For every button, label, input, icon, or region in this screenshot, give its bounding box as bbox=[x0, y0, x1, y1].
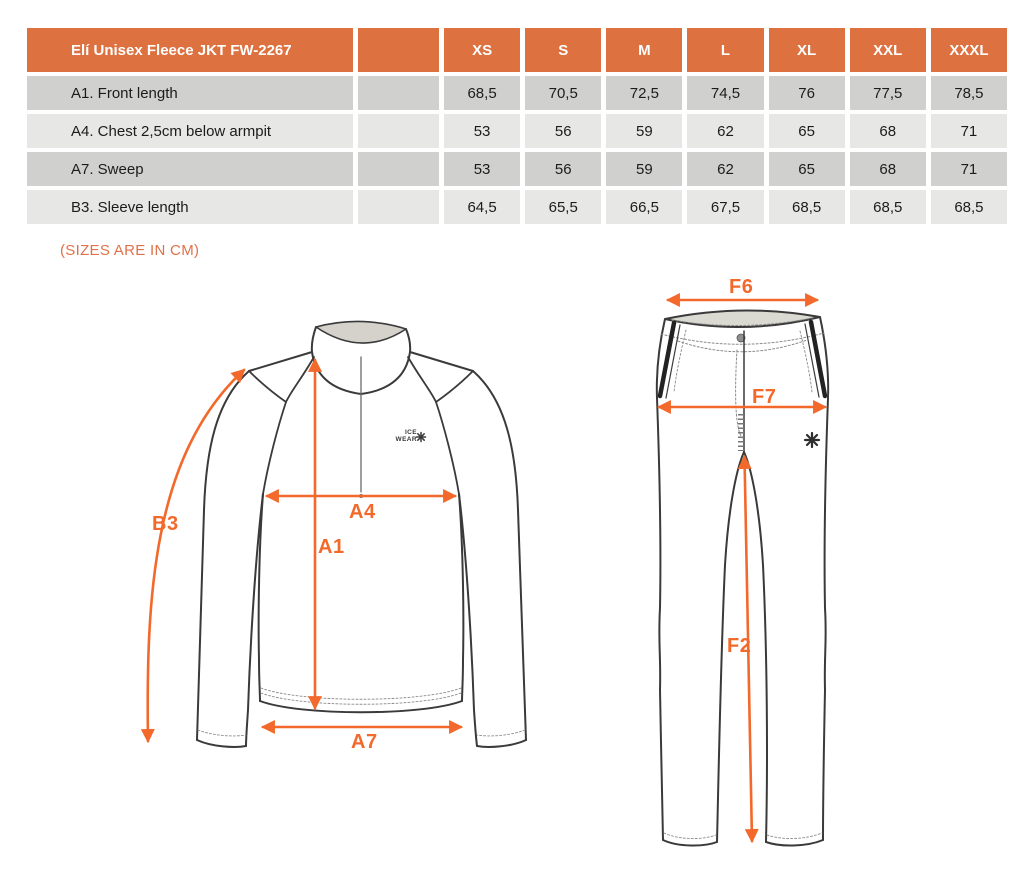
measurement-value: 77,5 bbox=[850, 76, 926, 110]
jacket-hem bbox=[260, 701, 462, 712]
measurement-value: 76 bbox=[769, 76, 845, 110]
measurement-value: 65,5 bbox=[525, 190, 601, 224]
units-note: (SIZES ARE IN CM) bbox=[60, 242, 200, 259]
measurement-label: A4. Chest 2,5cm below armpit bbox=[27, 114, 353, 148]
size-col-header: M bbox=[606, 28, 682, 72]
measurement-value: 68,5 bbox=[931, 190, 1007, 224]
measurement-label: B3. Sleeve length bbox=[27, 190, 353, 224]
measurement-value: 59 bbox=[606, 152, 682, 186]
measurement-value: 74,5 bbox=[687, 76, 763, 110]
measurement-value: 68,5 bbox=[769, 190, 845, 224]
size-col-header: L bbox=[687, 28, 763, 72]
jacket-right-sleeve bbox=[473, 371, 526, 740]
jacket-b3-arrow bbox=[148, 370, 244, 741]
size-col-header: XS bbox=[444, 28, 520, 72]
jacket-diagram bbox=[148, 321, 526, 746]
pants-waist bbox=[665, 310, 820, 327]
jacket-label-a4: A4 bbox=[349, 501, 376, 523]
measurement-value: 56 bbox=[525, 114, 601, 148]
size-col-header: XL bbox=[769, 28, 845, 72]
size-col-header: XXL bbox=[850, 28, 926, 72]
measurement-label: A1. Front length bbox=[27, 76, 353, 110]
measurement-value: 53 bbox=[444, 152, 520, 186]
jacket-label-b3: B3 bbox=[152, 513, 179, 535]
measurement-value: 65 bbox=[769, 152, 845, 186]
measurement-value: 68 bbox=[850, 152, 926, 186]
pants-diagram bbox=[657, 300, 828, 846]
pants-label-f7: F7 bbox=[752, 386, 777, 408]
size-col-header: XXXL bbox=[931, 28, 1007, 72]
measurement-value: 66,5 bbox=[606, 190, 682, 224]
measurement-value: 62 bbox=[687, 114, 763, 148]
measurement-value: 53 bbox=[444, 114, 520, 148]
product-title-header: Elí Unisex Fleece JKT FW-2267 bbox=[27, 28, 353, 72]
measurement-value: 59 bbox=[606, 114, 682, 148]
measurement-value: 65 bbox=[769, 114, 845, 148]
brand-logo-line2: WEAR bbox=[395, 436, 417, 444]
jacket-brand-logo bbox=[391, 429, 417, 444]
measurement-value: 62 bbox=[687, 152, 763, 186]
measurement-value: 68 bbox=[850, 114, 926, 148]
jacket-left-sleeve bbox=[197, 371, 249, 740]
snowflake-icon bbox=[805, 433, 819, 447]
jacket-label-a7: A7 bbox=[351, 731, 378, 753]
measurement-value: 71 bbox=[931, 114, 1007, 148]
measurement-value: 71 bbox=[931, 152, 1007, 186]
measurement-value: 68,5 bbox=[444, 76, 520, 110]
size-col-header: S bbox=[525, 28, 601, 72]
measurement-label: A7. Sweep bbox=[27, 152, 353, 186]
measurement-value: 64,5 bbox=[444, 190, 520, 224]
measurement-value: 78,5 bbox=[931, 76, 1007, 110]
measurement-value: 70,5 bbox=[525, 76, 601, 110]
jacket-collar-inner bbox=[316, 321, 406, 343]
pants-label-f2: F2 bbox=[727, 635, 752, 657]
measurement-value: 56 bbox=[525, 152, 601, 186]
measurement-value: 68,5 bbox=[850, 190, 926, 224]
pants-label-f6: F6 bbox=[729, 276, 754, 298]
jacket-label-a1: A1 bbox=[318, 536, 345, 558]
brand-logo-line1: ICE bbox=[404, 429, 417, 436]
measurement-value: 72,5 bbox=[606, 76, 682, 110]
snowflake-icon bbox=[417, 433, 426, 442]
measurement-value: 67,5 bbox=[687, 190, 763, 224]
